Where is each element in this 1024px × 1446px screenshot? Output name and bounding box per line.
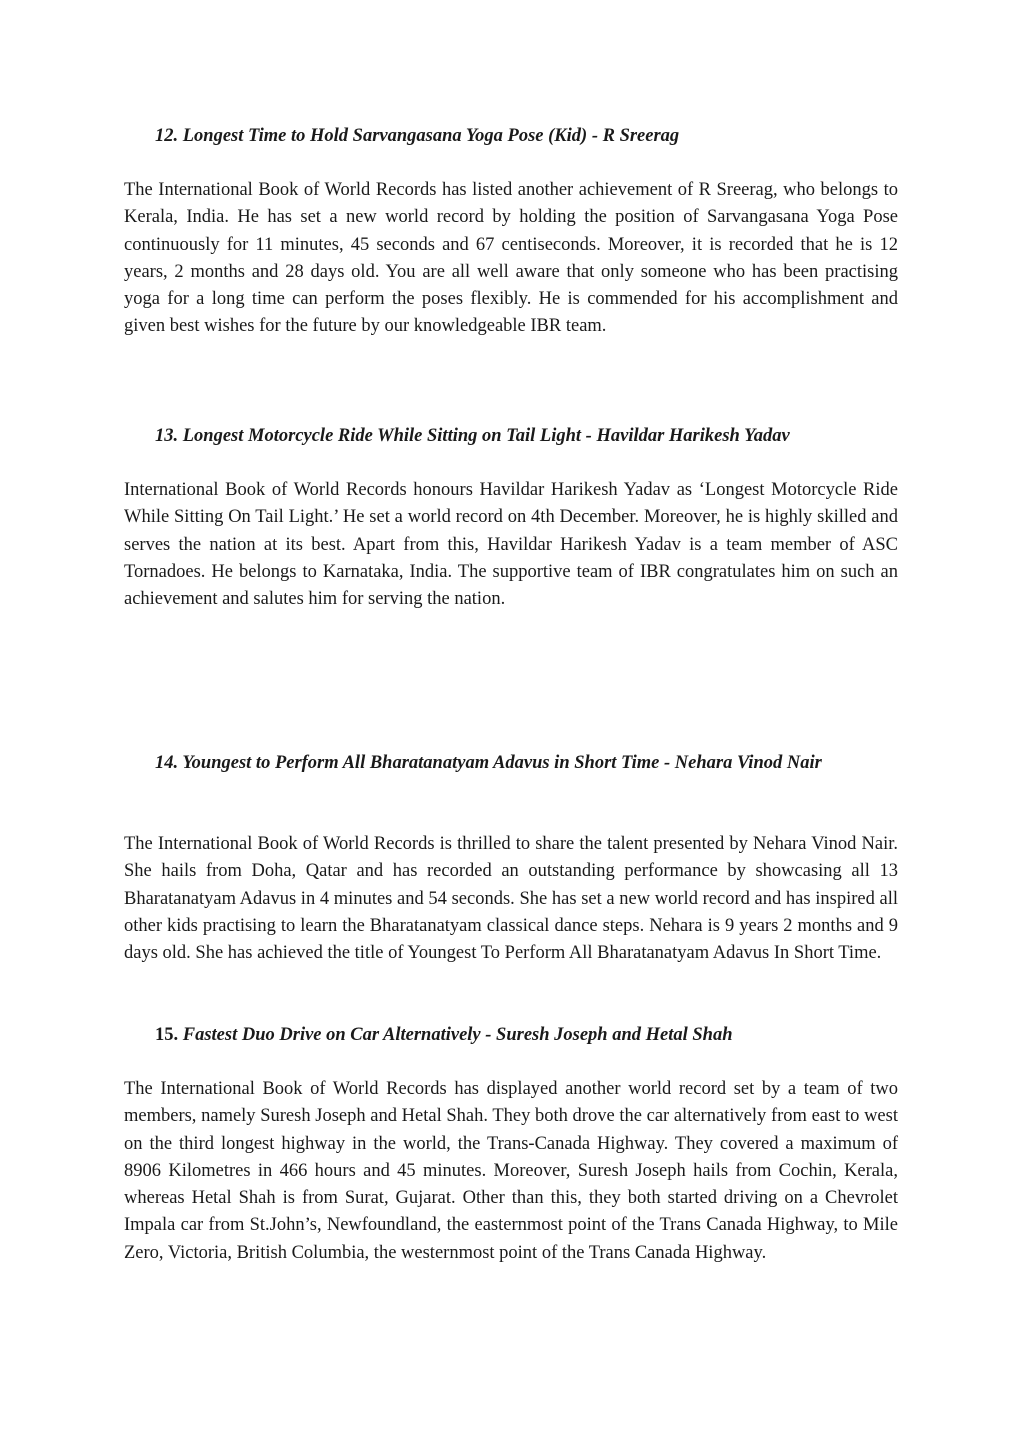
section-title: Longest Motorcycle Ride While Sitting on Tail Light - Havildar Harikesh Yadav: [182, 426, 790, 446]
section-heading-15: [155, 1022, 898, 1049]
section-number: 12.: [155, 126, 179, 146]
section-body-12: The International Book of World Records has listed another achievement of R Sreerag, who belongs to Kerala, India. He has set a new world record by holding the position of Sarvangasana Yoga Pose continuously for 11 minutes, 45 seconds and 67 centiseconds. Moreover, it is recorded that he is 12 years, 2 months and 28 days old. You are all well aware that only someone who has been practising yoga for a long time can perform the poses flexibly. He is commended for his accomplishment and given best wishes for the future by our knowledgeable IBR team.: [124, 180, 898, 337]
section-number: 15.: [155, 1025, 179, 1045]
section-heading-12: [155, 123, 898, 150]
section-title: Youngest to Perform All Bharatanatyam Adavus in Short Time - Nehara Vinod Nair: [182, 753, 822, 773]
section-title: Longest Time to Hold Sarvangasana Yoga Pose (Kid) - R Sreerag: [182, 126, 680, 146]
section-body-13: International Book of World Records honours Havildar Harikesh Yadav as ‘Longest Motorcycle Ride While Sitting On Tail Light.’ He set a world record on 4th December. Moreover, he is highly skilled and serves the nation at its best. Apart from this, Havildar Harikesh Yadav is a team member of ASC Tornadoes. He belongs to Karnataka, India. The supportive team of IBR congratulates him on such an achievement and salutes him for serving the nation.: [124, 480, 898, 610]
section-body-15: The International Book of World Records has displayed another world record set by a team of two members, namely Suresh Joseph and Hetal Shah. They both drove the car alternatively from east to west on the third longest highway in the world, the Trans-Canada Highway. They covered a maximum of 8906 Kilometres in 466 hours and 45 minutes. Moreover, Suresh Joseph hails from Cochin, Kerala, whereas Hetal Shah is from Surat, Gujarat. Other than this, they both started driving on a Chevrolet Impala car from St.John’s, Newfoundland, the easternmost point of the Trans Canada Highway, to Mile Zero, Victoria, British Columbia, the westernmost point of the Trans Canada Highway.: [124, 1079, 898, 1263]
section-number: 14.: [155, 753, 179, 773]
section-heading-13: [155, 423, 898, 450]
section-title: Fastest Duo Drive on Car Alternatively - Suresh Joseph and Hetal Shah: [182, 1025, 733, 1045]
section-number: 13.: [155, 426, 179, 446]
section-body-14: The International Book of World Records is thrilled to share the talent presented by Nehara Vinod Nair. She hails from Doha, Qatar and has recorded an outstanding performance by showcasing all 13 Bharatanatyam Adavus in 4 minutes and 54 seconds. She has set a new world record and has inspired all other kids practising to learn the Bharatanatyam classical dance steps. Nehara is 9 years 2 months and 9 days old. She has achieved the title of Youngest To Perform All Bharatanatyam Adavus In Short Time.: [124, 834, 898, 964]
section-heading-14: [155, 750, 898, 777]
